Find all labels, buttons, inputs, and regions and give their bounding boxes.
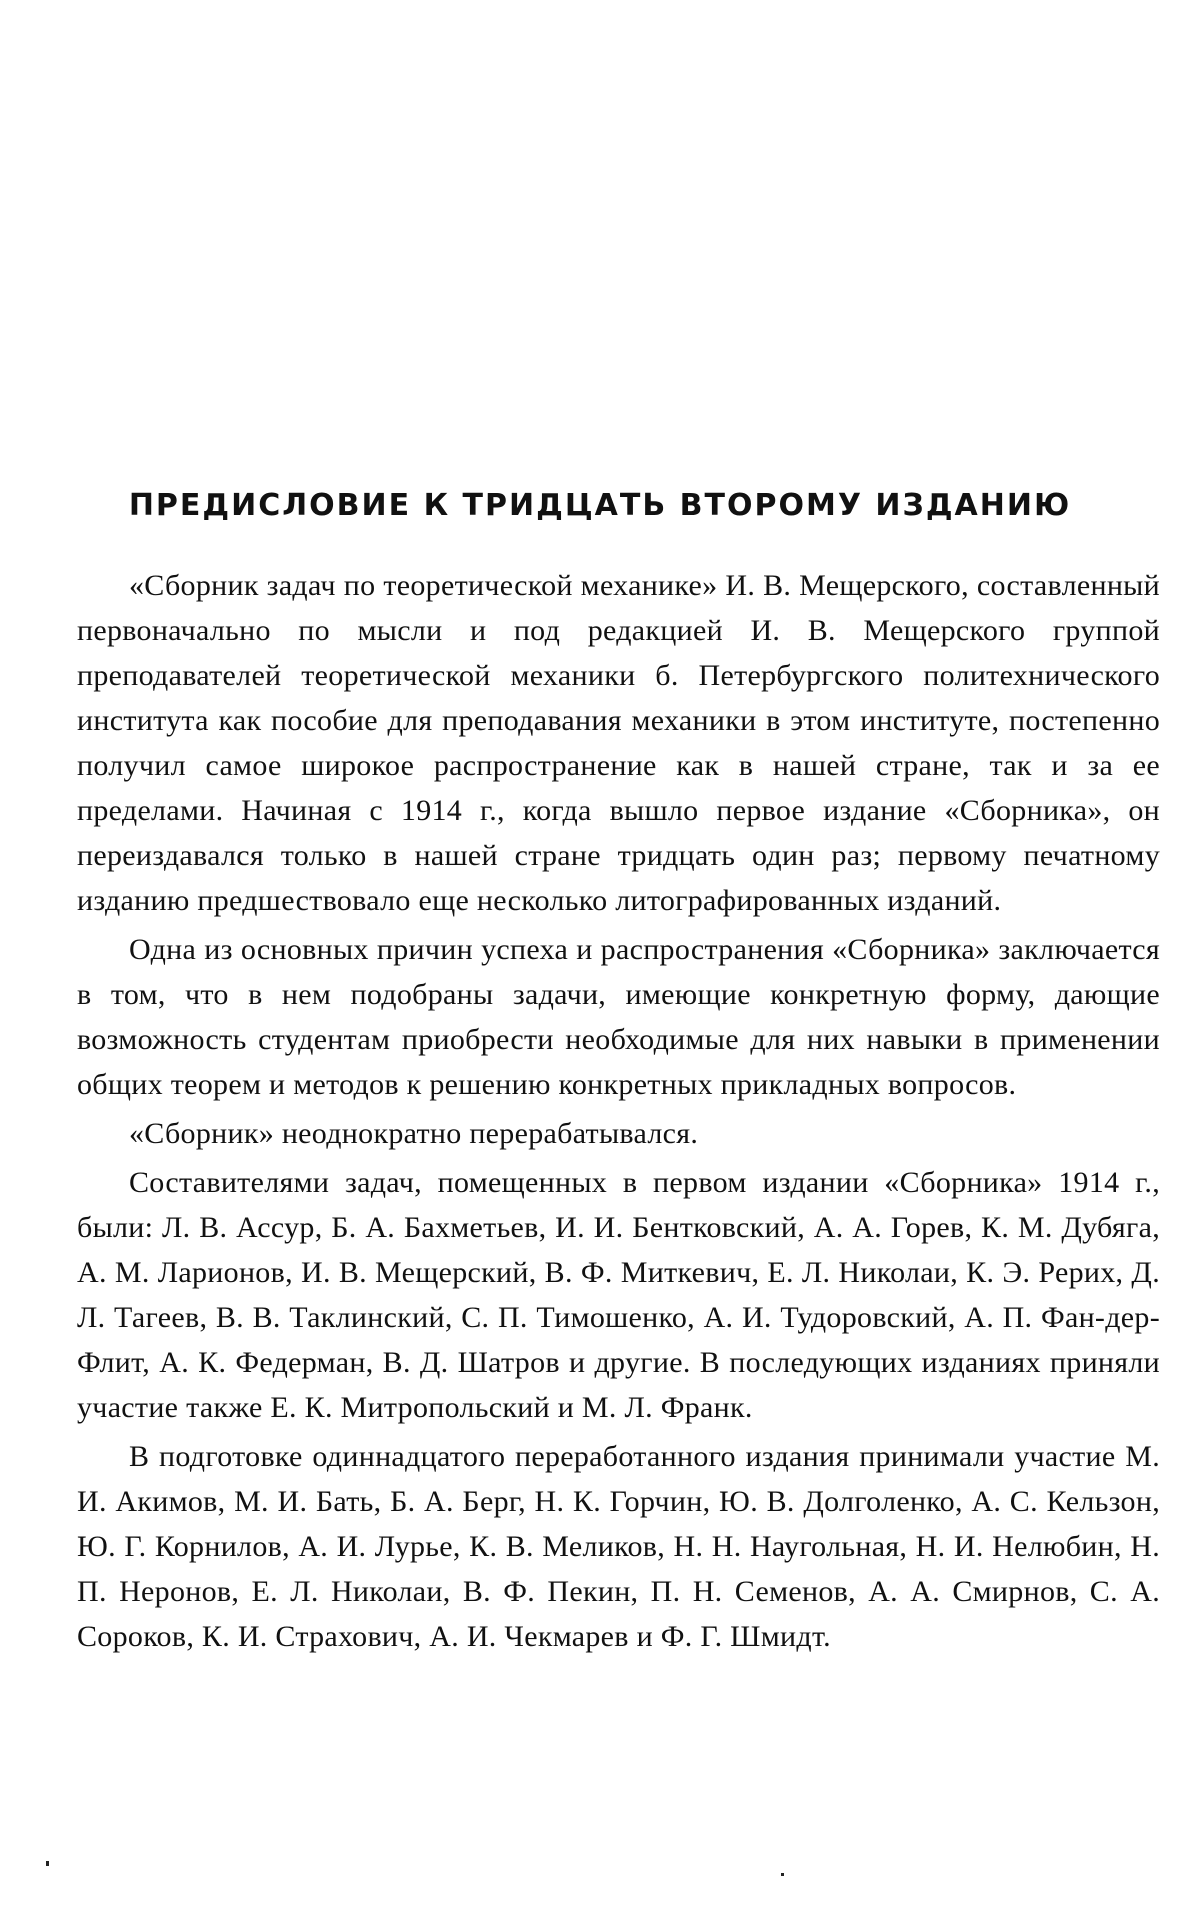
preface-heading: ПРЕДИСЛОВИЕ К ТРИДЦАТЬ ВТОРОМУ ИЗДАНИЮ xyxy=(128,488,1072,523)
scan-speck xyxy=(781,1873,784,1876)
paragraph-eleventh-edition: В подготовке одиннадцатого переработанного издания принимали участие М. И. Акимов, М. И. Бать, Б. А. Берг, Н. К. Горчин, Ю. В. Долголенко, А. С. Кельзон, Ю. Г. Корнилов, А. И. Лурье, К. В. Меликов, Н. Н. Наугольная, Н. И. Нелюбин, Н. П. Неронов, Е. Л. Николаи, В. Ф. Пекин, П. Н. Семенов, А. А. Смирнов, С. А. Сороков, К. И. Страхович, А. И. Чекмарев и Ф. Г. Шмидт. xyxy=(77,1440,1160,1653)
paragraph-revisions: «Сборник» неоднократно перерабатывался. xyxy=(129,1117,699,1150)
paragraph-first-authors: Составителями задач, помещенных в первом издании «Сборника» 1914 г., были: Л. В. Ассур, Б. А. Бахметьев, И. И. Бентковский, А. А. Горев, К. М. Дубяга, А. М. Ларионов, И. В. Мещерский, В. Ф. Миткевич, Е. Л. Николаи, К. Э. Рерих, Д. Л. Тагеев, В. В. Таклинский, С. П. Тимошенко, А. И. Тудоровский, А. П. Фан-дер-Флит, А. К. Федерман, В. Д. Шатров и другие. В последующих изданиях приняли участие также Е. К. Митропольский и М. Л. Франк. xyxy=(77,1166,1160,1424)
scan-speck xyxy=(46,1861,49,1866)
paragraph-history: «Сборник задач по теоретической механике» И. В. Мещерского, составленный первоначально по мысли и под редакцией И. В. Мещерского группой преподавателей теоретической механики б. Петербургского политехнического института как пособие для преподавания механики в этом институте, постепенно получил самое широкое распространение как в нашей стране, так и за ее пределами. Начиная с 1914 г., когда вышло первое издание «Сборника», он переиздавался только в нашей стране тридцать один раз; первому печатному изданию предшествовало еще несколько литографированных изданий. xyxy=(77,569,1160,917)
paragraph-success: Одна из основных причин успеха и распространения «Сборника» заключается в том, что в нем подобраны задачи, имеющие конкретную форму, дающие возможность студентам приобрести необходимые для них навыки в применении общих теорем и методов к решению конкретных прикладных вопросов. xyxy=(77,933,1160,1101)
preface-body xyxy=(77,563,1160,1663)
